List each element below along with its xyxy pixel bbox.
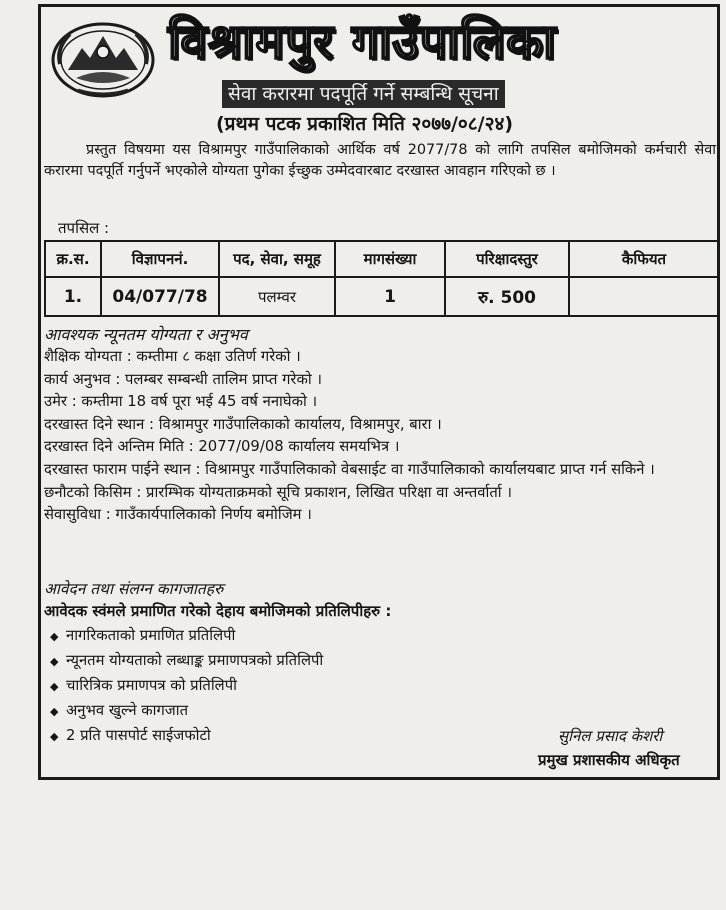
bullet-icon: ◆: [50, 680, 59, 693]
requirement-age: उमेर : कम्तीमा 18 वर्ष पूरा भई 45 वर्ष ननाघेको ।: [44, 393, 318, 411]
cell-remarks: [569, 277, 719, 316]
requirement-experience: कार्य अनुभव : पलम्बर सम्बन्धी तालिम प्राप्त गरेको ।: [44, 370, 322, 388]
column-header-demand: मागसंख्या: [335, 241, 445, 277]
requirement-benefits: सेवासुविधा : गाउँकार्यपालिकाको निर्णय बमोजिम ।: [44, 506, 312, 524]
list-item: ◆ अनुभव खुल्ने कागजात: [50, 699, 323, 724]
documents-subheading: आवेदक स्वंमले प्रमाणित गरेको देहाय बमोजिमको प्रतिलिपीहरु :: [44, 602, 392, 620]
municipality-title: विश्रामपुर गाउँपालिका: [168, 14, 557, 70]
nepal-government-emblem-icon: [48, 18, 158, 100]
requirement-form-source: दरखास्त फाराम पाईने स्थान : विश्रामपुर गाउँपालिकाको वेबसाईट वा गाउँपालिकाको कार्यालयबाट प्राप्त गर्न सकिने ।: [44, 460, 655, 478]
cell-adv-no: 04/077/78: [101, 277, 219, 316]
list-item: ◆ नागरिकताको प्रमाणित प्रतिलिपी: [50, 624, 323, 649]
table-header-row: [45, 241, 719, 277]
notice-subtitle: सेवा करारमा पदपूर्ति गर्ने सम्बन्धि सूचना: [222, 80, 505, 108]
bullet-icon: ◆: [50, 655, 59, 668]
publish-date: (प्रथम पटक प्रकाशित मिति २०७७/०८/२४): [216, 113, 514, 135]
column-header-post: पद, सेवा, समूह: [219, 241, 335, 277]
column-header-sn: क्र.स.: [45, 241, 101, 277]
bullet-icon: ◆: [50, 705, 59, 718]
cell-fee: रु. 500: [445, 277, 569, 316]
cell-sn: 1.: [45, 277, 101, 316]
documents-heading: आवेदन तथा संलग्न कागजातहरु: [44, 580, 224, 598]
list-item: ◆ चारित्रिक प्रमाणपत्र को प्रतिलिपी: [50, 674, 323, 699]
requirements-list: [44, 346, 716, 527]
vacancy-table: [44, 240, 720, 317]
bullet-icon: ◆: [50, 630, 59, 643]
requirement-submission-place: दरखास्त दिने स्थान : विश्रामपुर गाउँपालिकाको कार्यालय, विश्रामपुर, बारा ।: [44, 415, 442, 433]
signatory-title: प्रमुख प्रशासकीय अधिकृत: [538, 751, 680, 769]
documents-list: [50, 624, 323, 749]
list-item: ◆ न्यूनतम योग्यताको लब्धाङ्क प्रमाणपत्रको प्रतिलिपी: [50, 649, 323, 674]
tapasil-label: तपसिल :: [58, 219, 110, 237]
intro-text: प्रस्तुत विषयमा यस विश्रामपुर गाउँपालिकाको आर्थिक वर्ष 2077/78 को लागि तपसिल बमोजिमको कर्मचारी सेवा करारमा पदपूर्ति गर्नुपर्ने भएकोले योग्यता पुगेका ईच्छुक उम्मेदवारबाट दरखास्त आवहान गरिएको छ ।: [44, 142, 716, 179]
list-item: ◆ 2 प्रति पासपोर्ट साईजफोटो: [50, 724, 323, 749]
requirement-deadline: दरखास्त दिने अन्तिम मिति : 2077/09/08 कार्यालय समयभित्र ।: [44, 438, 400, 456]
column-header-remarks: कैफियत: [569, 241, 719, 277]
signatory-name: सुनिल प्रसाद केशरी: [558, 727, 663, 745]
requirement-selection-method: छनौटको किसिम : प्रारम्भिक योग्यताक्रमको सूचि प्रकाशन, लिखित परिक्षा वा अन्तर्वार्ता ।: [44, 483, 512, 501]
requirements-heading: आवश्यक न्यूनतम योग्यता र अनुभव: [44, 325, 248, 344]
table-row: [45, 277, 719, 316]
bullet-icon: ◆: [50, 730, 59, 743]
column-header-adv-no: विज्ञापननं.: [101, 241, 219, 277]
cell-post: पलम्वर: [219, 277, 335, 316]
requirement-education: शैक्षिक योग्यता : कम्तीमा ८ कक्षा उतिर्ण गरेको ।: [44, 348, 301, 365]
intro-paragraph: [44, 140, 716, 182]
cell-demand: 1: [335, 277, 445, 316]
column-header-fee: परिक्षादस्तुर: [445, 241, 569, 277]
